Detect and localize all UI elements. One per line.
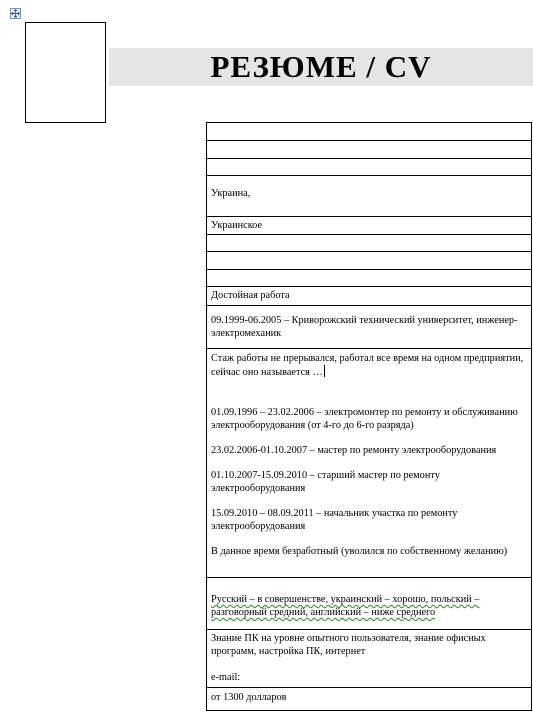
cell-salary[interactable] xyxy=(206,687,532,711)
value-experience-2: 23.02.2006-01.10.2007 – мастер по ремонту электрооборудования xyxy=(211,445,497,456)
value-experience-3: 01.10.2007-15.09.2010 – старший мастер по ремонту электрооборудования xyxy=(211,470,440,494)
value-additional: Знание ПК на уровне опытного пользователя, знание офисных программ, настройка ПК, интернет xyxy=(211,633,486,657)
value-email-label: e-mail: xyxy=(211,672,241,683)
cell-goal[interactable] xyxy=(206,286,532,306)
value-experience-intro: Стаж работы не прерывался, работал все время на одном предприятии, сейчас оно называется … xyxy=(211,353,524,378)
cell-citizenship[interactable] xyxy=(206,216,532,235)
value-goal: Достойная работа xyxy=(211,290,290,301)
value-table xyxy=(206,123,532,712)
value-experience-4: 15.09.2010 – 08.09.2011 – начальник участка по ремонту электрооборудования xyxy=(211,508,458,532)
value-education: 09.1999-06.2005 – Криворожский технический университет, инженер-электромеханик xyxy=(211,315,518,339)
cell-birth[interactable] xyxy=(206,158,532,176)
value-citizenship: Украинское xyxy=(211,220,263,231)
cell-surname[interactable] xyxy=(206,122,532,141)
table-move-handle-icon[interactable] xyxy=(10,8,21,19)
cell-experience[interactable] xyxy=(206,348,532,578)
value-experience-1: 01.09.1996 – 23.02.2006 – электромонтер по ремонту и обслуживанию электрооборудования (от 4-го до 6-го разряда) xyxy=(211,407,518,431)
cell-passport[interactable] xyxy=(206,234,532,252)
cell-education[interactable] xyxy=(206,305,532,349)
cell-languages[interactable] xyxy=(206,577,532,630)
value-languages: Русский – в совершенстве, украинский – хорошо, польский – разговорный средний, английский – ниже среднего xyxy=(211,594,480,618)
text-cursor xyxy=(324,365,325,377)
cell-residence[interactable] xyxy=(206,175,532,217)
photo-placeholder[interactable] xyxy=(25,22,106,123)
cell-phone[interactable] xyxy=(206,251,532,270)
cell-marital[interactable] xyxy=(206,269,532,287)
value-residence: Украина, xyxy=(211,188,251,199)
cell-name[interactable] xyxy=(206,140,532,159)
page-title: РЕЗЮМЕ / CV xyxy=(210,49,432,84)
cell-additional[interactable] xyxy=(206,629,532,688)
value-experience-5: В данное время безработный (уволился по собственному желанию) xyxy=(211,546,508,557)
value-salary: от 1300 долларов xyxy=(211,692,287,703)
